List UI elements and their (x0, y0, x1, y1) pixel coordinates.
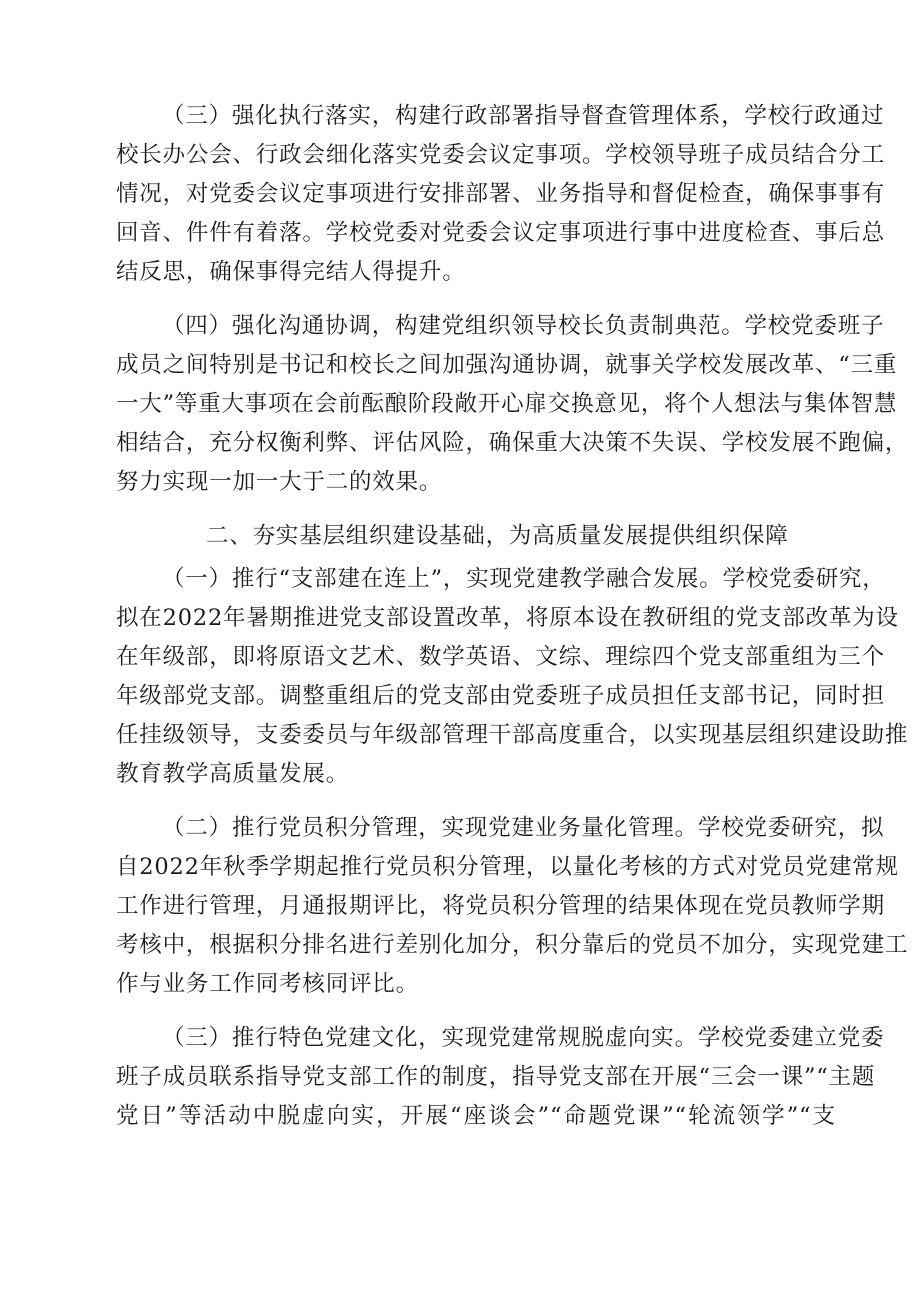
paragraph-line: （四）强化沟通协调，构建党组织领导校长负责制典范。学校党委班子 (162, 313, 885, 339)
paragraph-line: 年级部党支部。调整重组后的党支部由党委班子成员担任支部书记，同时担 (116, 683, 885, 709)
paragraph-line: 在年级部，即将原语文艺术、数学英语、文综、理综四个党支部重组为三个 (116, 644, 885, 670)
paragraph-line: 作与业务工作同考核同评比。 (116, 971, 419, 997)
paragraph-line: 情况，对党委会议定事项进行安排部署、业务指导和督促检查，确保事事有 (116, 181, 885, 207)
paragraph-line: 班子成员联系指导党支部工作的制度，指导党支部在开展“三会一课”“主题 (116, 1064, 876, 1090)
paragraph-line: 考核中，根据积分排名进行差别化加分，积分靠后的党员不加分，实现党建工 (116, 932, 909, 958)
paragraph-line: 努力实现一加一大于二的效果。 (116, 469, 443, 495)
section-heading: 二、夯实基层组织建设基础，为高质量发展提供组织保障 (206, 523, 789, 549)
paragraph-line: 校长办公会、行政会细化落实党委会议定事项。学校领导班子成员结合分工 (116, 142, 885, 168)
paragraph-line: 一大”等重大事项在会前酝酿阶段敞开心扉交换意见，将个人想法与集体智慧 (116, 391, 898, 417)
paragraph-line: 任挂级领导，支委委员与年级部管理干部高度重合，以实现基层组织建设助推 (116, 722, 909, 748)
paragraph-line: （三）推行特色党建文化，实现党建常规脱虚向实。学校党委建立党委 (162, 1025, 885, 1051)
paragraphs-before-heading (116, 97, 909, 502)
paragraph-line: 党日”等活动中脱虚向实，开展“座谈会”“命题党课”“轮流领学”“支 (116, 1103, 836, 1129)
paragraph-line: 拟在2022年暑期推进党支部设置改革，将原本设在教研组的党支部改革为设 (116, 605, 899, 631)
paragraph (116, 560, 909, 794)
paragraph-line: 回音、件件有着落。学校党委对党委会议定事项进行事中进度检查、事后总 (116, 220, 885, 246)
paragraph-line: 相结合，充分权衡利弊、评估风险，确保重大决策不失误、学校发展不跑偏， (116, 430, 909, 456)
paragraph-line: （二）推行党员积分管理，实现党建业务量化管理。学校党委研究，拟 (162, 815, 885, 841)
paragraph (116, 809, 909, 1004)
paragraph-line: 工作进行管理，月通报期评比，将党员积分管理的结果体现在党员教师学期 (116, 893, 885, 919)
paragraph-line: 结反思，确保事得完结人得提升。 (116, 259, 466, 285)
document-body (116, 97, 909, 1151)
paragraph-line: （三）强化执行落实，构建行政部署指导督查管理体系，学校行政通过 (162, 103, 885, 129)
paragraph (116, 1019, 885, 1136)
paragraph-line: 自2022年秋季学期起推行党员积分管理，以量化考核的方式对党员党建常规 (116, 854, 899, 880)
paragraph (116, 307, 909, 502)
paragraph-line: （一）推行“支部建在连上”，实现党建教学融合发展。学校党委研究， (162, 566, 886, 592)
paragraph (116, 97, 885, 292)
paragraph-line: 成员之间特别是书记和校长之间加强沟通协调，就事关学校发展改革、“三重 (116, 352, 898, 378)
paragraph-line: 教育教学高质量发展。 (116, 761, 350, 787)
paragraphs-after-heading (116, 560, 909, 1136)
